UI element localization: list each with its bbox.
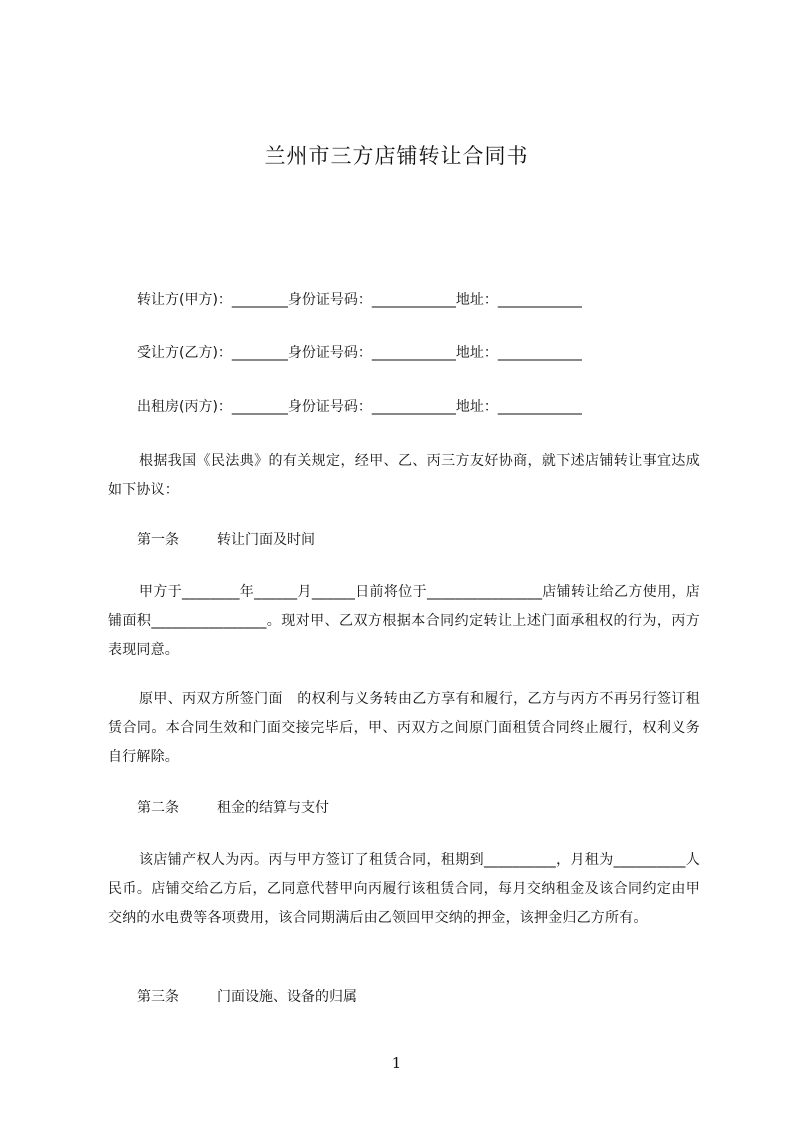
intro-paragraph: 根据我国《民法典》的有关规定，经甲、乙、丙三方友好协商，就下述店铺转让事宜达成如下协议： — [108, 453, 700, 498]
article-1-title: 转让门面及时间 — [217, 532, 315, 548]
article-1-heading — [137, 530, 315, 550]
article-3-number: 第三条 — [137, 989, 179, 1005]
article-3-heading — [137, 987, 357, 1007]
party-transferee: 受让方(乙方)：________身份证号码：____________地址：____________ — [137, 345, 582, 361]
article-2-heading — [137, 798, 329, 818]
article-2-number: 第二条 — [137, 800, 179, 816]
party-landlord: 出租房(丙方)：________身份证号码：____________地址：____________ — [137, 399, 582, 415]
article-2-title: 租金的结算与支付 — [217, 800, 329, 816]
page-number: 1 — [391, 1054, 402, 1072]
article-1-number: 第一条 — [137, 532, 179, 548]
page-title: 兰州市三方店铺转让合同书 — [264, 144, 529, 168]
party-transferor: 转让方(甲方)：________身份证号码：____________地址：____________ — [137, 292, 582, 308]
article-1-paragraph-2: 原甲、丙双方所签门面 的权利与义务转由乙方享有和履行，乙方与丙方不再另行签订租赁合同。本合同生效和门面交接完毕后，甲、丙双方之间原门面租赁合同终止履行，权利义务自行解除。 — [108, 691, 700, 765]
article-3-title: 门面设施、设备的归属 — [217, 989, 357, 1005]
article-2-paragraph-1: 该店铺产权人为丙。丙与甲方签订了租赁合同，租期到__________，月租为__________人民币。店铺交给乙方后，乙同意代替甲向丙履行该租赁合同，每月交纳租金及该合同约定由甲交纳的水电费等各项费用，该合同期满后由乙领回甲交纳的押金，该押金归乙方所有。 — [108, 852, 700, 926]
article-1-paragraph-1: 甲方于________年______月______日前将位于________________店铺转让给乙方使用，店铺面积________________。现对甲、乙双方根据本合同约定转让上述门面承租权的行为，丙方表现同意。 — [108, 584, 700, 658]
